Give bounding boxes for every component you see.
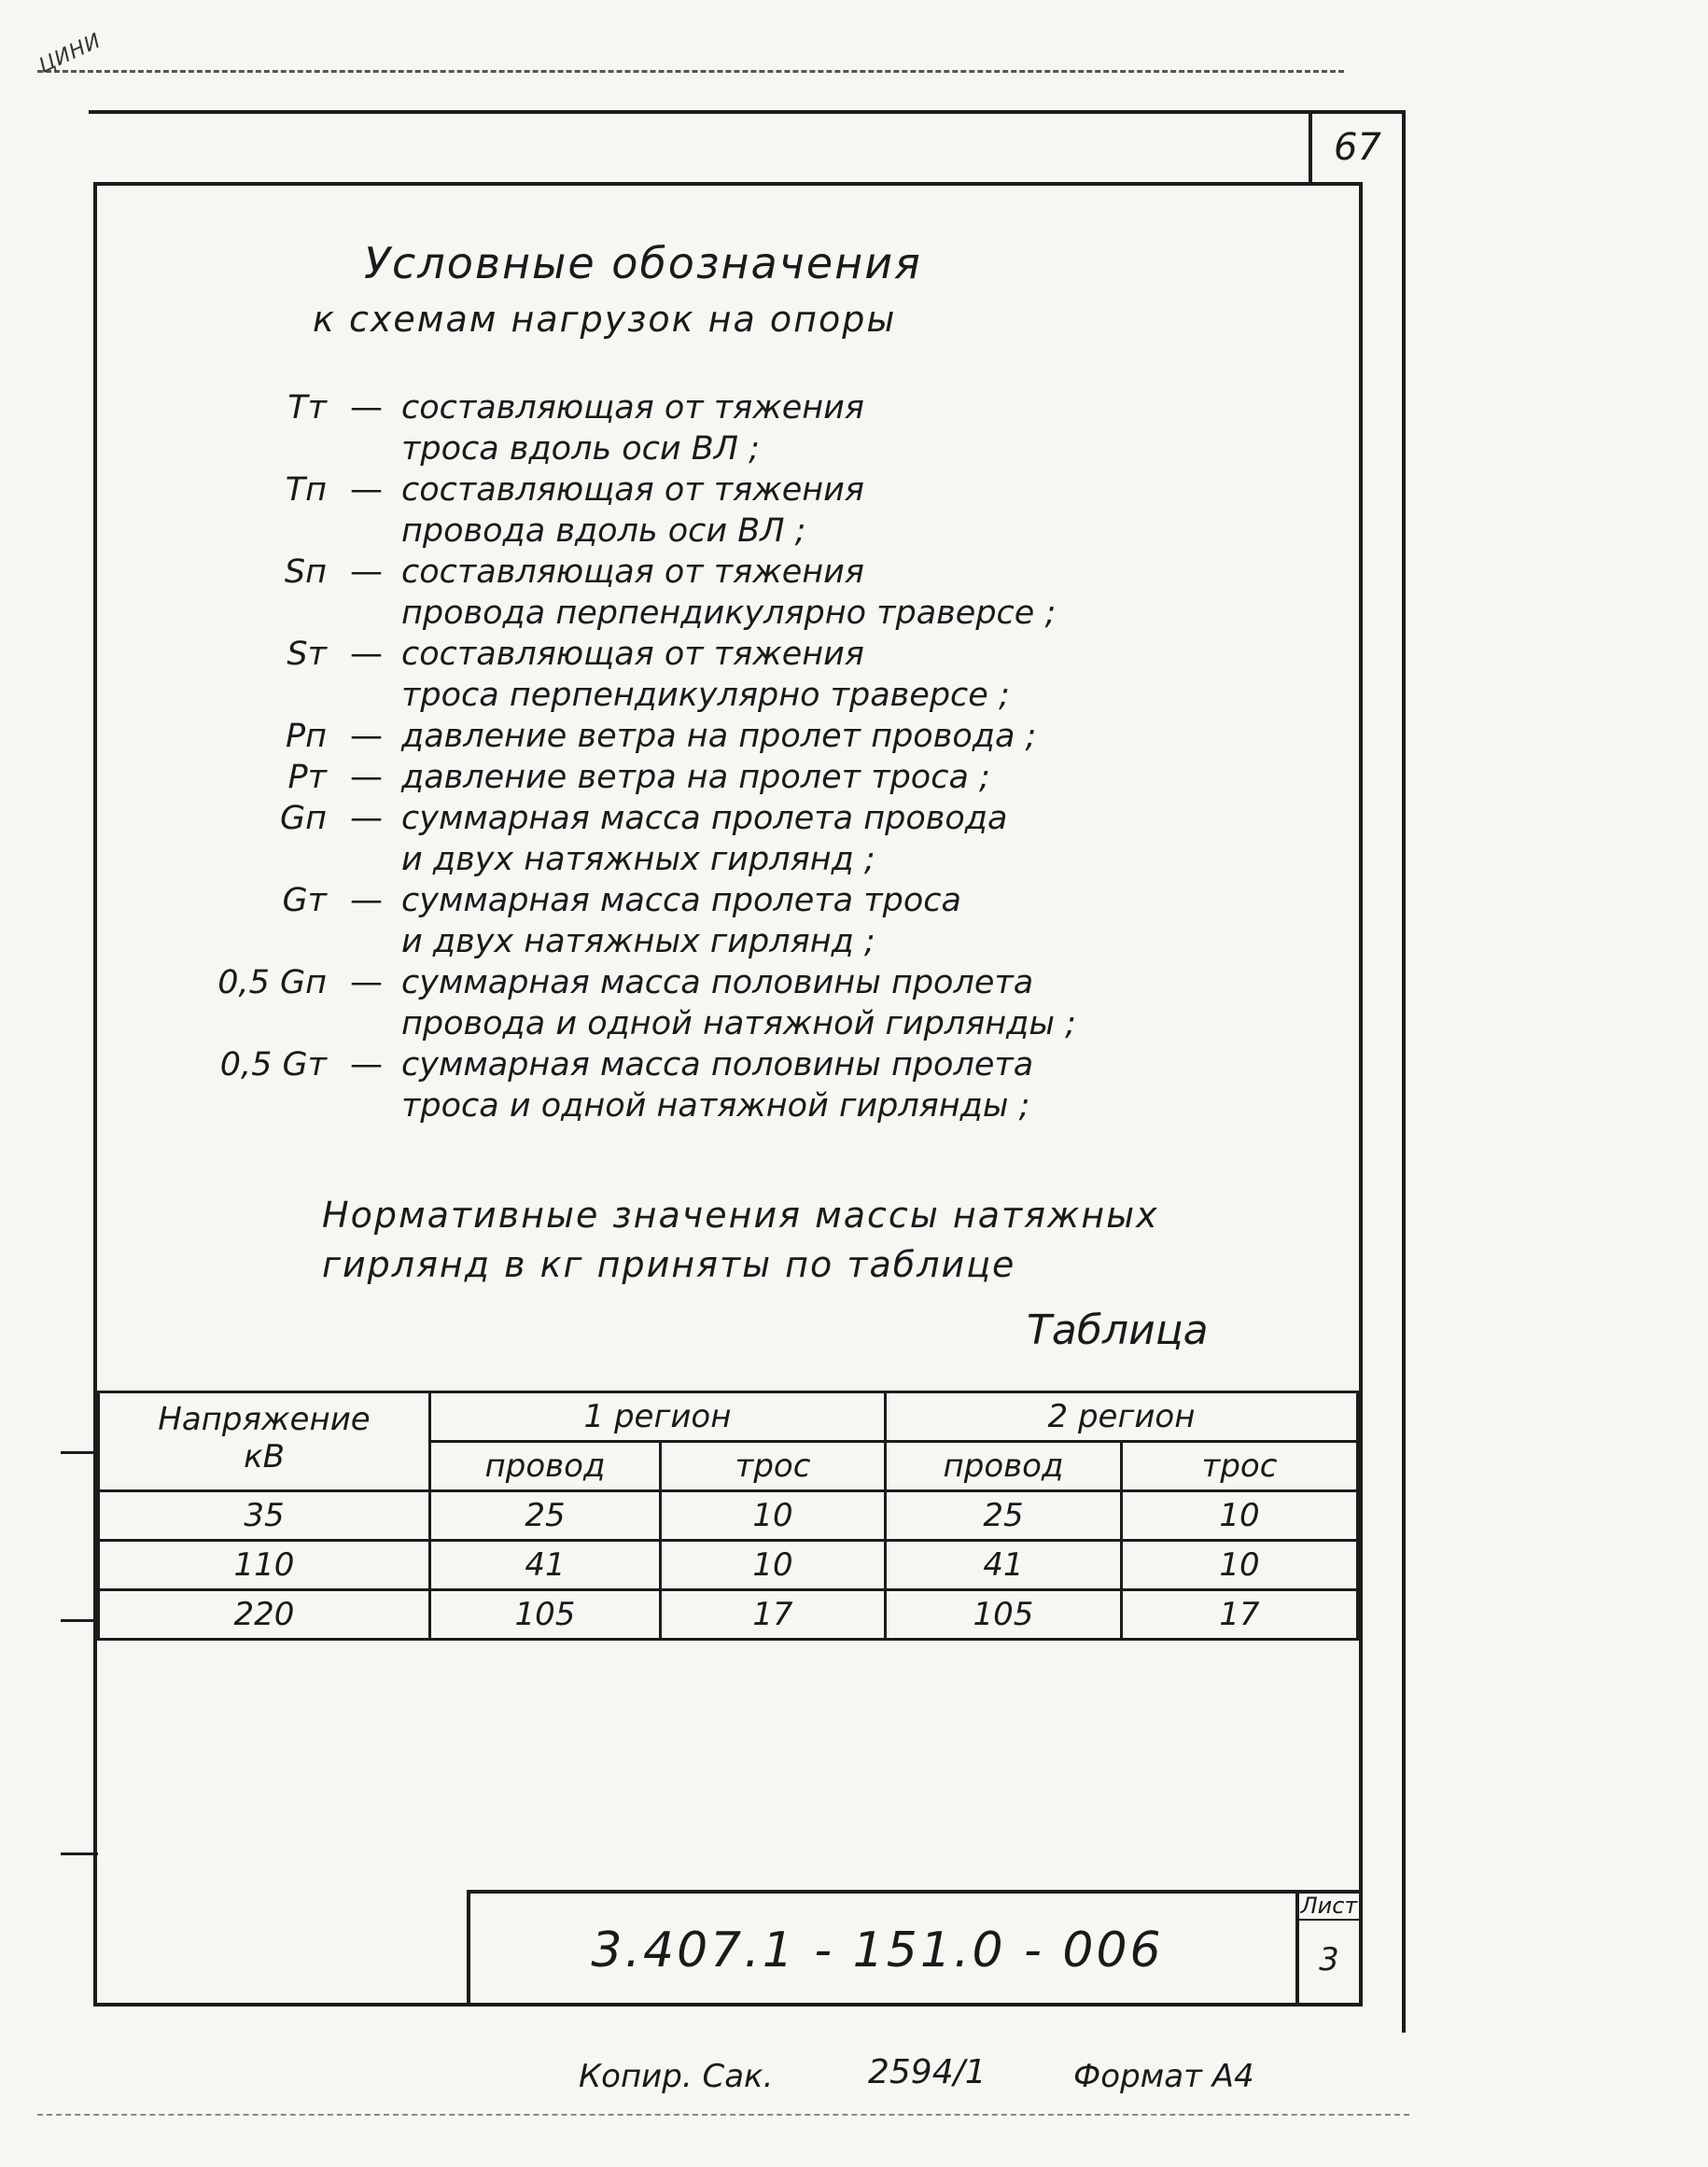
legend-symbol: Sт (287, 636, 327, 673)
legend-item (215, 469, 1148, 552)
legend-symbol: Gп (279, 800, 327, 837)
header-r2-wire: провод (886, 1442, 1122, 1491)
table-row (99, 1590, 1358, 1640)
legend-description: составляющая от тяжения провода перпендикулярно траверсе ; (401, 553, 1057, 632)
legend-description: суммарная масса половины пролета троса и одной натяжной гирлянды ; (401, 1046, 1034, 1125)
legend-dash: — (350, 964, 383, 1001)
legend-dash: — (350, 718, 383, 755)
legend-description: суммарная масса пролета троса и двух натяжных гирлянд ; (401, 882, 961, 960)
legend-symbol: Gт (282, 882, 327, 919)
cell-kv: 35 (99, 1491, 430, 1541)
legend-dash: — (350, 553, 383, 591)
legend-item (215, 880, 1148, 962)
legend-symbol: Sп (284, 553, 327, 591)
sheet-number: 3 (1319, 1941, 1339, 1978)
legend-description: суммарная масса пролета провода и двух натяжных гирлянд ; (401, 800, 1008, 878)
cell-r2-cable: 17 (1122, 1590, 1358, 1640)
legend-symbol: 0,5 Gт (219, 1046, 327, 1084)
table-row (99, 1541, 1358, 1590)
frame-right-line (1402, 110, 1406, 2033)
legend-list (215, 387, 1148, 1126)
cell-kv: 110 (99, 1541, 430, 1590)
cell-r1-cable: 10 (661, 1491, 886, 1541)
table-caption: Таблица (1027, 1307, 1209, 1354)
cell-r1-cable: 10 (661, 1541, 886, 1590)
cell-r1-wire: 105 (430, 1590, 661, 1640)
cell-r1-cable: 17 (661, 1590, 886, 1640)
legend-item (215, 716, 1148, 757)
footer-dashed-line (37, 2114, 1409, 2116)
legend-item (215, 1044, 1148, 1126)
legend-item (215, 757, 1148, 798)
header-r1-cable: трос (661, 1442, 886, 1491)
table-header-row (99, 1392, 1358, 1442)
legend-item (215, 634, 1148, 716)
header-voltage (99, 1392, 430, 1491)
cell-kv: 220 (99, 1590, 430, 1640)
legend-symbol: Тт (287, 389, 327, 426)
cell-r2-cable: 10 (1122, 1491, 1358, 1541)
header-r2-cable: трос (1122, 1442, 1358, 1491)
cell-r2-wire: 41 (886, 1541, 1122, 1590)
legend-dash: — (350, 1046, 383, 1084)
frame-top-line (89, 110, 1405, 114)
cell-r2-cable: 10 (1122, 1541, 1358, 1590)
margin-tick (61, 1451, 98, 1454)
cell-r1-wire: 25 (430, 1491, 661, 1541)
header-voltage-label: Напряжение (158, 1401, 371, 1438)
legend-symbol: 0,5 Gп (217, 964, 327, 1001)
corner-stamp: ЦИНИ (35, 29, 105, 78)
legend-description: составляющая от тяжения троса вдоль оси ВЛ ; (401, 389, 864, 468)
legend-description: давление ветра на пролет провода ; (401, 718, 1037, 755)
legend-symbol: Тп (285, 471, 327, 509)
page-subtitle: к схемам нагрузок на опоры (313, 299, 897, 340)
normative-text-line1: Нормативные значения массы натяжных (322, 1195, 1159, 1236)
legend-description: составляющая от тяжения провода вдоль оси ВЛ ; (401, 471, 864, 550)
page-number: 67 (1334, 126, 1381, 169)
legend-item (215, 798, 1148, 880)
legend-dash: — (350, 389, 383, 426)
legend-dash: — (350, 759, 383, 796)
legend-description: составляющая от тяжения троса перпендикулярно траверсе ; (401, 636, 1010, 714)
legend-symbol: Рт (287, 759, 327, 796)
margin-tick (61, 1619, 98, 1622)
legend-dash: — (350, 800, 383, 837)
footer-format: Формат А4 (1073, 2058, 1254, 2095)
legend-description: давление ветра на пролет троса ; (401, 759, 990, 796)
legend-symbol: Рп (286, 718, 327, 755)
mass-table (97, 1391, 1359, 1641)
header-region1: 1 регион (430, 1392, 886, 1442)
legend-dash: — (350, 471, 383, 509)
legend-item (215, 552, 1148, 634)
top-dashed-line (37, 70, 1344, 73)
legend-dash: — (350, 882, 383, 919)
margin-tick (61, 1852, 98, 1855)
legend-item (215, 387, 1148, 469)
cell-r1-wire: 41 (430, 1541, 661, 1590)
cell-r2-wire: 25 (886, 1491, 1122, 1541)
header-r1-wire: провод (430, 1442, 661, 1491)
footer-number: 2594/1 (868, 2053, 987, 2091)
page-title: Условные обозначения (364, 238, 922, 288)
cell-r2-wire: 105 (886, 1590, 1122, 1640)
sheet-label: Лист (1297, 1893, 1361, 1921)
header-region2: 2 регион (886, 1392, 1358, 1442)
header-voltage-unit: кВ (244, 1438, 285, 1475)
normative-text-line2: гирлянд в кг приняты по таблице (322, 1244, 1016, 1285)
legend-description: суммарная масса половины пролета провода и одной натяжной гирлянды ; (401, 964, 1076, 1042)
legend-dash: — (350, 636, 383, 673)
table-row (99, 1491, 1358, 1541)
footer-copied: Копир. Сак. (579, 2058, 774, 2095)
legend-item (215, 962, 1148, 1044)
document-code: 3.407.1 - 151.0 - 006 (591, 1922, 1164, 1978)
